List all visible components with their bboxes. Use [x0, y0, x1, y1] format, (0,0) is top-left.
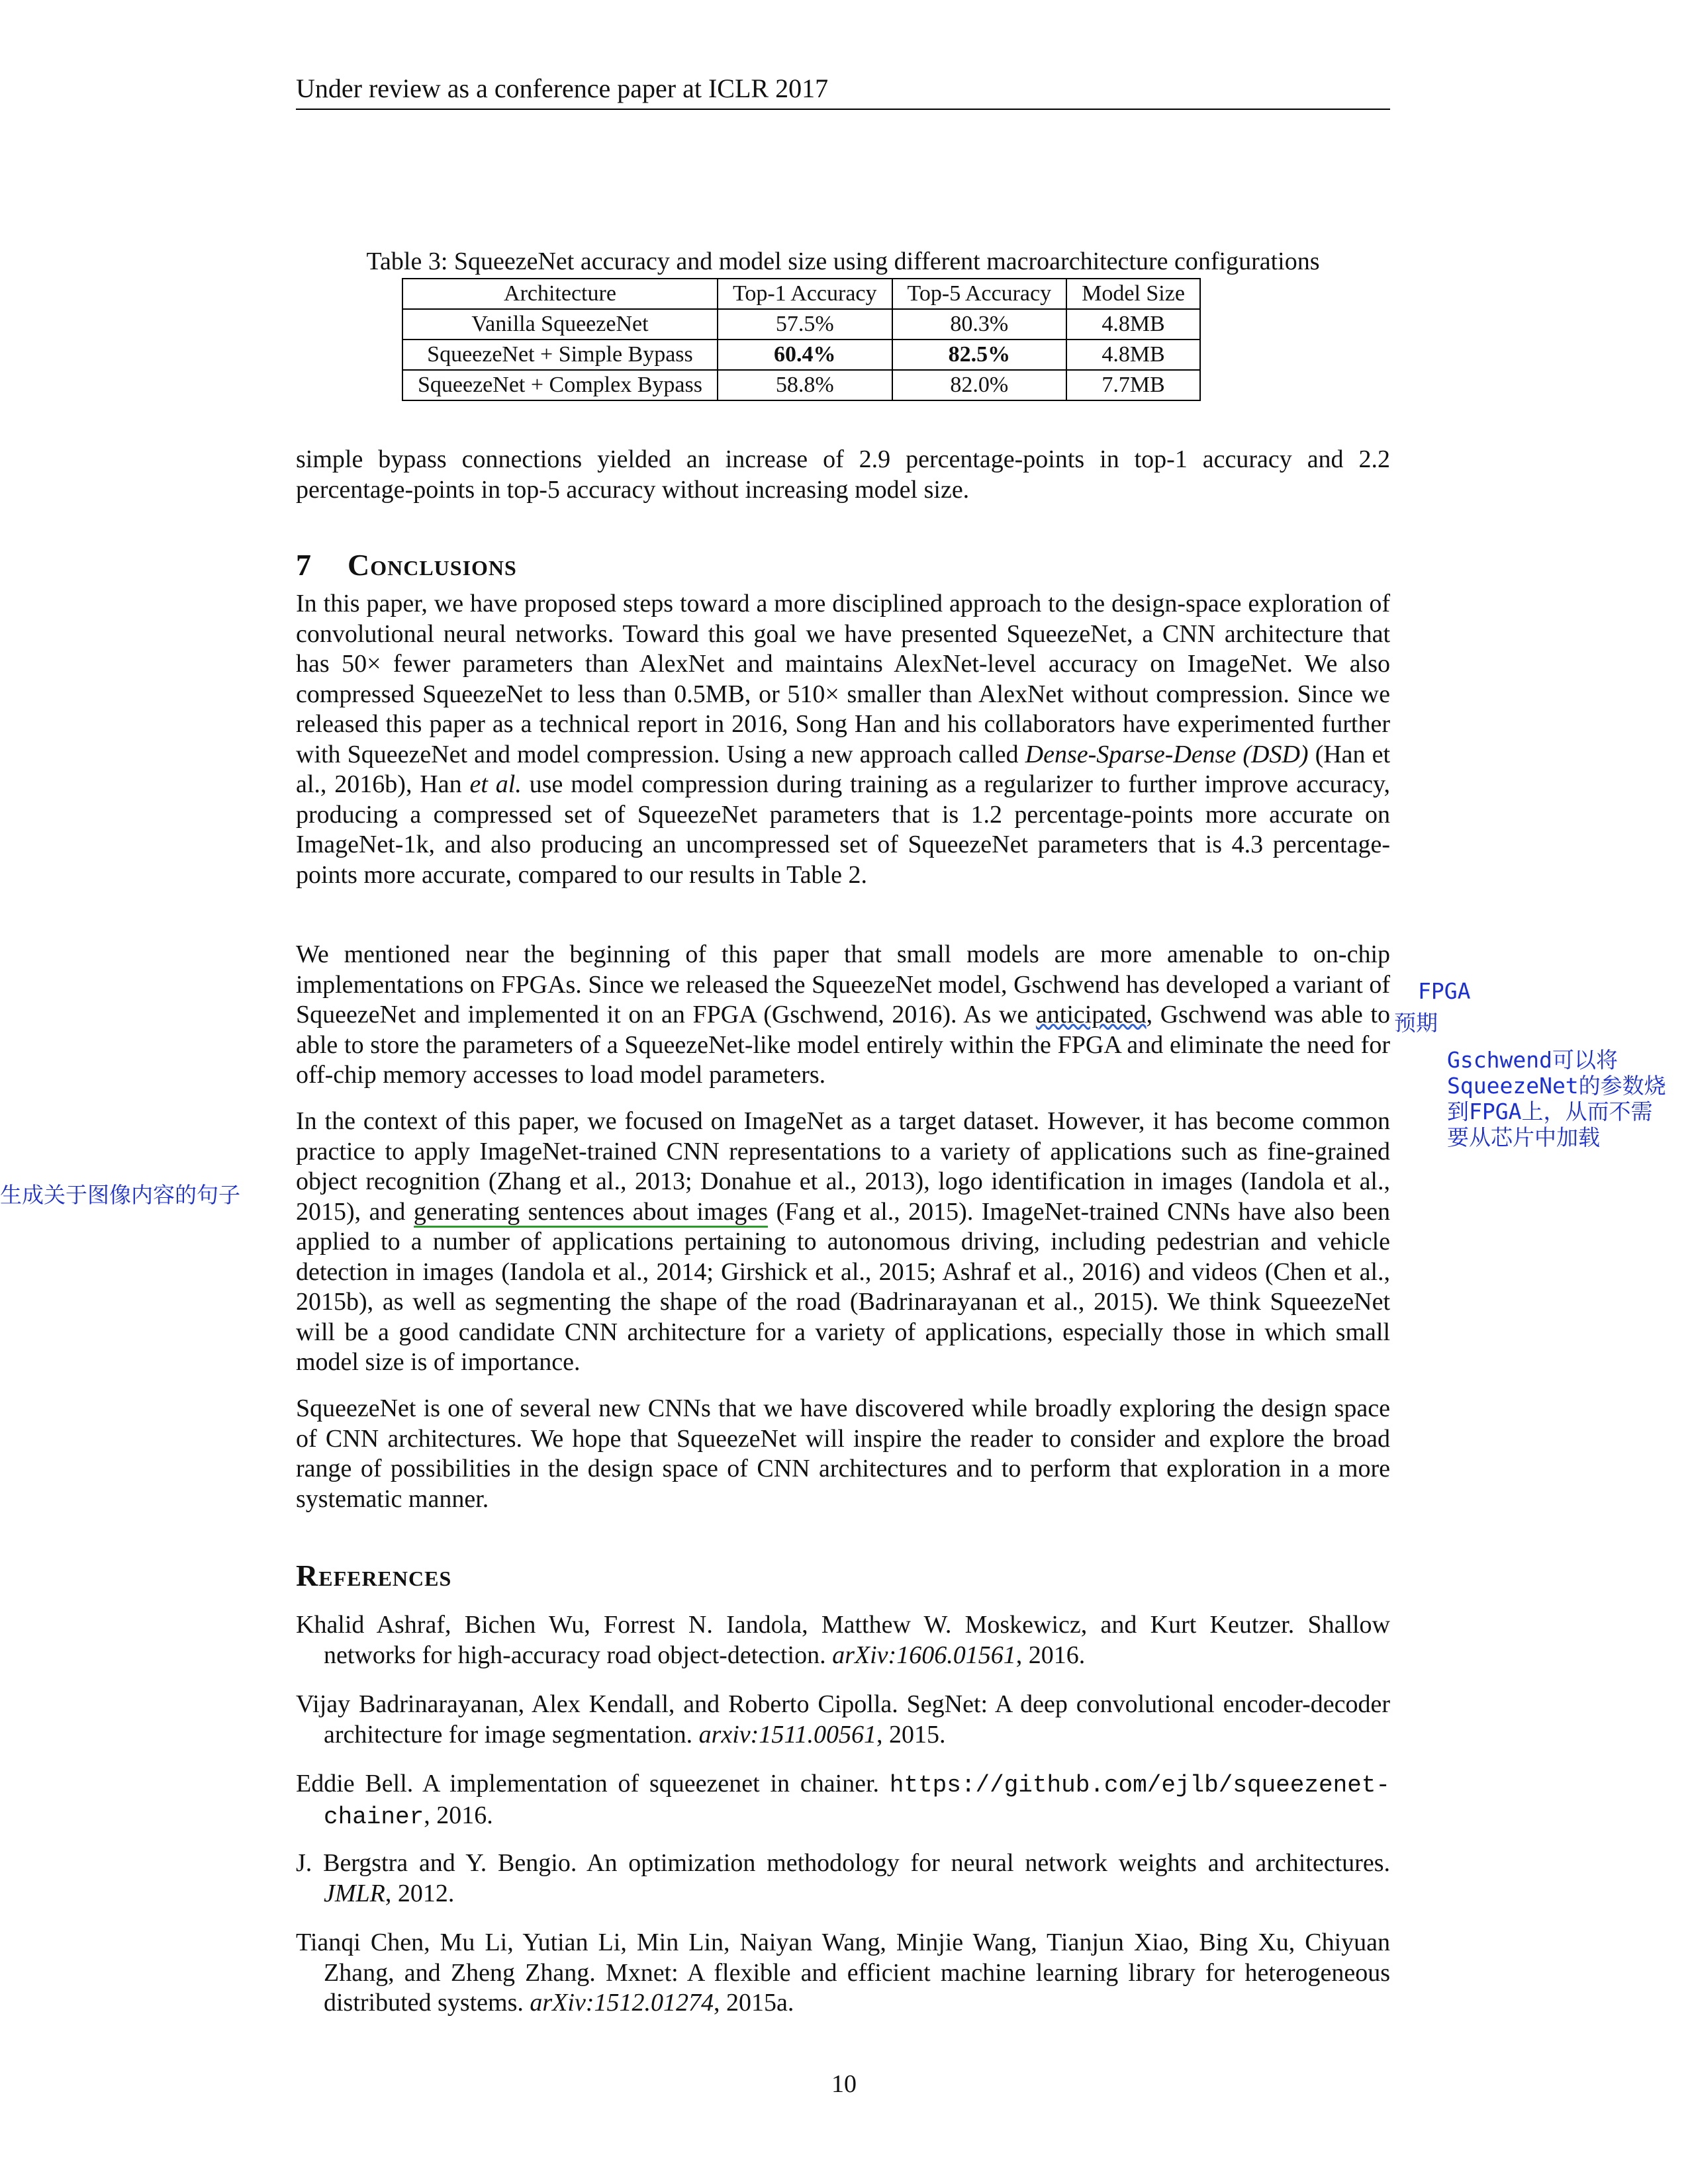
paragraph-bypass: simple bypass connections yielded an increase of 2.9 percentage-points in top-1 accuracy and 2.2 percentage-points in top-5 accuracy without increasing model size.: [296, 445, 1390, 504]
running-header: Under review as a conference paper at ICLR 2017: [296, 71, 1390, 110]
table-cell: SqueezeNet + Complex Bypass: [402, 370, 718, 400]
table-cell: 7.7MB: [1066, 370, 1200, 400]
highlight-anticipated[interactable]: anticipated: [1035, 1001, 1147, 1028]
paragraph-conclusions-4: SqueezeNet is one of several new CNNs that we have discovered while broadly exploring the design space of CNN architectures. We hope that SqueezeNet will inspire the reader to consider and explore the broad range of possibilities in the design space of CNN architectures and to perform that exploration in a more systematic manner.: [296, 1394, 1390, 1513]
page-number: 10: [831, 2070, 857, 2098]
reference-item: J. Bergstra and Y. Bengio. An optimization methodology for neural network weights and architectures. JMLR, 2012.: [296, 1849, 1390, 1907]
reference-item: Tianqi Chen, Mu Li, Yutian Li, Min Lin, Naiyan Wang, Minjie Wang, Tianjun Xiao, Bing Xu, Chiyuan Zhang, and Zheng Zhang. Mxnet: A flexible and efficient machine learning library for heterogeneous distributed systems. arXiv:1512.01274, 2015a.: [296, 1929, 1390, 2017]
section-number: 7: [296, 548, 311, 582]
results-table: [402, 278, 1201, 401]
table-cell: 80.3%: [892, 309, 1067, 340]
references-title: References: [296, 1559, 452, 1592]
paragraph-conclusions-1: In this paper, we have proposed steps toward a more disciplined approach to the design-space exploration of convolutional neural networks. Toward this goal we have presented SqueezeNet, a CNN architecture that has 50× fewer parameters than AlexNet and maintains AlexNet-level accuracy on ImageNet. We also compressed SqueezeNet to less than 0.5MB, or 510× smaller than AlexNet without compression. Since we released this paper as a technical report in 2016, Song Han and his collaborators have experimented further with SqueezeNet and model compression. Using a new approach called Dense-Sparse-Dense (DSD) (Han et al., 2016b), Han et al. use model compression during training as a regularizer to further improve accuracy, producing a compressed set of SqueezeNet parameters that is 1.2 percentage-points more accurate on ImageNet-1k, and also producing an uncompressed set of SqueezeNet parameters that is 4.3 percentage-points more accurate, compared to our results in Table 2.: [296, 590, 1391, 889]
section-heading-conclusions: [296, 547, 517, 584]
table-cell-best: 82.5%: [892, 340, 1067, 370]
table-cell: 57.5%: [718, 309, 892, 340]
table-cell: 82.0%: [892, 370, 1067, 400]
annotation-gschwend-note[interactable]: Gschwend可以将SqueezeNet的参数烧到FPGA上，从而不需要从芯片中加载: [1447, 1047, 1666, 1150]
table-cell: SqueezeNet + Simple Bypass: [402, 340, 718, 370]
reference-item: Eddie Bell. A implementation of squeezenet in chainer. https://github.com/ejlb/squeezenet-chainer, 2016.: [296, 1770, 1390, 1831]
table-row: [402, 309, 1200, 340]
table-cell: 4.8MB: [1066, 309, 1200, 340]
annotation-sentence-note[interactable]: 生成关于图像内容的句子: [0, 1182, 240, 1208]
paragraph-conclusions-3: In the context of this paper, we focused on ImageNet as a target dataset. However, it has become common practice to apply ImageNet-trained CNN representations to a variety of applications such as fine-grained object recognition (Zhang et al., 2013; Donahue et al., 2013), logo identification in images (Iandola et al., 2015), and generating sentences about images (Fang et al., 2015). ImageNet-trained CNNs have also been applied to a number of applications pertaining to autonomous driving, including pedestrian and vehicle detection in images (Iandola et al., 2014; Girshick et al., 2015; Ashraf et al., 2016) and videos (Chen et al., 2015b), as well as segmenting the shape of the road (Badrinarayanan et al., 2015). We think SqueezeNet will be a good candidate CNN architecture for a variety of applications, especially those in which small model size is of importance.: [296, 1107, 1390, 1376]
col-header: Model Size: [1066, 279, 1200, 309]
col-header: Architecture: [402, 279, 718, 309]
reference-link[interactable]: https://github.com/ejlb/squeezenet-chainer: [324, 1772, 1390, 1831]
reference-item: Khalid Ashraf, Bichen Wu, Forrest N. Iandola, Matthew W. Moskewicz, and Kurt Keutzer. Shallow networks for high-accuracy road object-detection. arXiv:1606.01561, 2016.: [296, 1611, 1390, 1669]
col-header: Top-1 Accuracy: [718, 279, 892, 309]
table-caption: Table 3: SqueezeNet accuracy and model size using different macroarchitecture configurations: [366, 248, 1320, 275]
table-cell: 58.8%: [718, 370, 892, 400]
annotation-fpga[interactable]: FPGA: [1418, 978, 1471, 1004]
dsd-term: Dense-Sparse-Dense (DSD): [1025, 740, 1309, 768]
table-row: [402, 340, 1200, 370]
paragraph-conclusions-2: We mentioned near the beginning of this paper that small models are more amenable to on-chip implementations on FPGAs. Since we released the SqueezeNet model, Gschwend has developed a variant of SqueezeNet and implemented it on an FPGA (Gschwend, 2016). As we anticipated, Gschwend was able to able to store the parameters of a SqueezeNet-like model entirely within the FPGA and eliminate the need for off-chip memory accesses to load model parameters.: [296, 940, 1390, 1089]
reference-item: Vijay Badrinarayanan, Alex Kendall, and Roberto Cipolla. SegNet: A deep convolutional encoder-decoder architecture for image segmentation. arxiv:1511.00561, 2015.: [296, 1690, 1390, 1749]
highlight-generating-sentences[interactable]: generating sentences about images: [414, 1198, 768, 1228]
table-header-row: [402, 279, 1200, 309]
section-title: Conclusions: [348, 548, 517, 582]
section-heading-references: [296, 1557, 451, 1594]
col-header: Top-5 Accuracy: [892, 279, 1067, 309]
annotation-yuqi[interactable]: 预期: [1394, 1010, 1438, 1036]
table-cell: Vanilla SqueezeNet: [402, 309, 718, 340]
table-cell-best: 60.4%: [718, 340, 892, 370]
table-row: [402, 370, 1200, 400]
table-cell: 4.8MB: [1066, 340, 1200, 370]
